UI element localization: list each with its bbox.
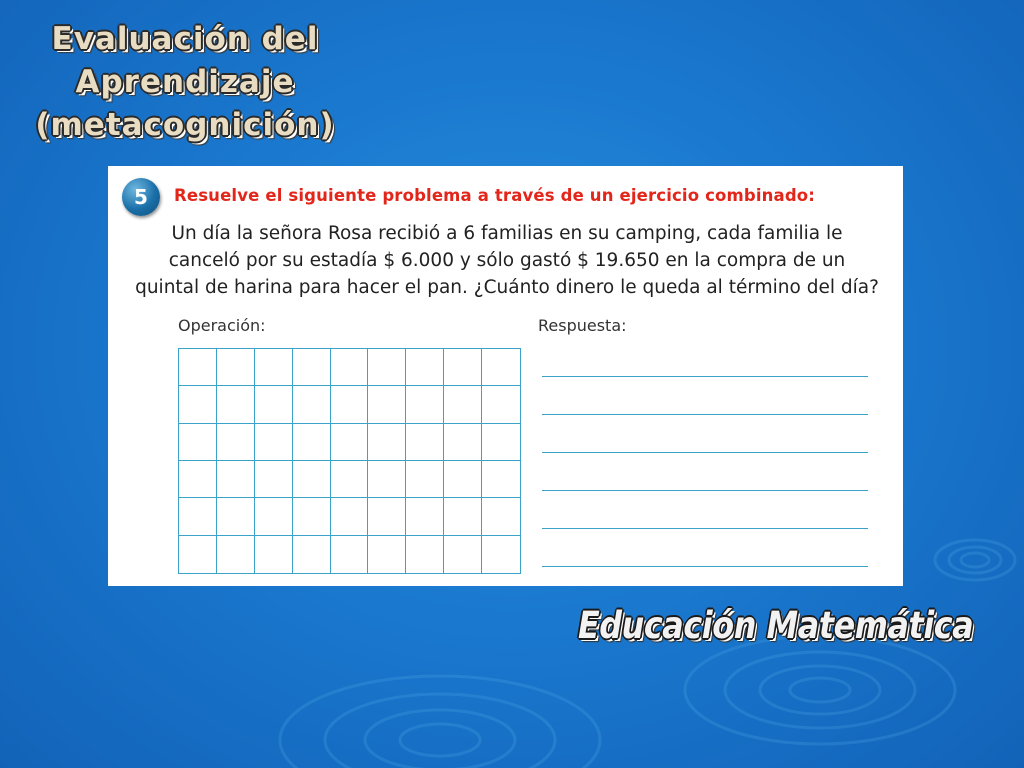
grid-cell[interactable]	[179, 498, 217, 535]
answer-line[interactable]	[542, 414, 868, 415]
grid-cell[interactable]	[293, 536, 331, 573]
answer-line[interactable]	[542, 452, 868, 453]
answer-line[interactable]	[542, 490, 868, 491]
exercise-instruction: Resuelve el siguiente problema a través de un ejercicio combinado:	[174, 186, 816, 205]
grid-cell[interactable]	[482, 386, 520, 423]
slide-title-line-3: (metacognición)	[35, 107, 335, 143]
grid-cell[interactable]	[444, 461, 482, 498]
grid-cell[interactable]	[406, 461, 444, 498]
footer-title: Educación Matemática	[578, 604, 974, 647]
grid-cell[interactable]	[406, 349, 444, 386]
grid-cell[interactable]	[368, 424, 406, 461]
grid-cell[interactable]	[255, 349, 293, 386]
grid-cell[interactable]	[406, 536, 444, 573]
grid-cell[interactable]	[217, 461, 255, 498]
operation-label: Operación:	[178, 316, 266, 335]
grid-cell[interactable]	[406, 424, 444, 461]
grid-cell[interactable]	[331, 498, 369, 535]
grid-cell[interactable]	[406, 386, 444, 423]
answer-line[interactable]	[542, 376, 868, 377]
grid-cell[interactable]	[331, 461, 369, 498]
grid-cell[interactable]	[331, 424, 369, 461]
grid-cell[interactable]	[444, 386, 482, 423]
grid-cell[interactable]	[255, 424, 293, 461]
grid-cell[interactable]	[179, 461, 217, 498]
grid-cell[interactable]	[331, 386, 369, 423]
grid-cell[interactable]	[368, 498, 406, 535]
grid-cell[interactable]	[217, 349, 255, 386]
grid-cell[interactable]	[217, 536, 255, 573]
grid-cell[interactable]	[179, 424, 217, 461]
grid-cell[interactable]	[444, 424, 482, 461]
grid-cell[interactable]	[444, 536, 482, 573]
grid-cell[interactable]	[406, 498, 444, 535]
exercise-number-badge: 5	[122, 178, 160, 216]
grid-cell[interactable]	[255, 498, 293, 535]
grid-cell[interactable]	[217, 498, 255, 535]
grid-cell[interactable]	[368, 386, 406, 423]
operation-grid[interactable]	[178, 348, 521, 574]
grid-cell[interactable]	[293, 424, 331, 461]
answer-line[interactable]	[542, 528, 868, 529]
grid-cell[interactable]	[482, 461, 520, 498]
grid-cell[interactable]	[482, 498, 520, 535]
grid-cell[interactable]	[293, 349, 331, 386]
grid-cell[interactable]	[482, 349, 520, 386]
slide-title	[25, 18, 345, 147]
slide-title-line-2: Aprendizaje	[75, 64, 295, 100]
grid-cell[interactable]	[368, 349, 406, 386]
grid-cell[interactable]	[179, 349, 217, 386]
problem-statement	[126, 220, 888, 301]
grid-cell[interactable]	[482, 536, 520, 573]
problem-line-1: Un día la señora Rosa recibió a 6 familias en su camping, cada familia le	[171, 223, 843, 244]
grid-cell[interactable]	[255, 461, 293, 498]
grid-cell[interactable]	[293, 498, 331, 535]
grid-cell[interactable]	[179, 386, 217, 423]
slide-title-line-1: Evaluación del	[51, 21, 319, 57]
grid-cell[interactable]	[368, 536, 406, 573]
problem-line-2: canceló por su estadía $ 6.000 y sólo gastó $ 19.650 en la compra de un	[168, 250, 846, 271]
grid-cell[interactable]	[293, 386, 331, 423]
grid-cell[interactable]	[331, 536, 369, 573]
grid-cell[interactable]	[368, 461, 406, 498]
grid-cell[interactable]	[217, 386, 255, 423]
answer-label: Respuesta:	[538, 316, 627, 335]
grid-cell[interactable]	[179, 536, 217, 573]
grid-cell[interactable]	[444, 349, 482, 386]
grid-cell[interactable]	[255, 386, 293, 423]
grid-cell[interactable]	[331, 349, 369, 386]
grid-cell[interactable]	[444, 498, 482, 535]
grid-cell[interactable]	[217, 424, 255, 461]
problem-line-3: quintal de harina para hacer el pan. ¿Cuánto dinero le queda al término del día?	[135, 277, 879, 298]
answer-line[interactable]	[542, 566, 868, 567]
grid-cell[interactable]	[255, 536, 293, 573]
grid-cell[interactable]	[482, 424, 520, 461]
exercise-panel	[108, 166, 903, 586]
grid-cell[interactable]	[293, 461, 331, 498]
